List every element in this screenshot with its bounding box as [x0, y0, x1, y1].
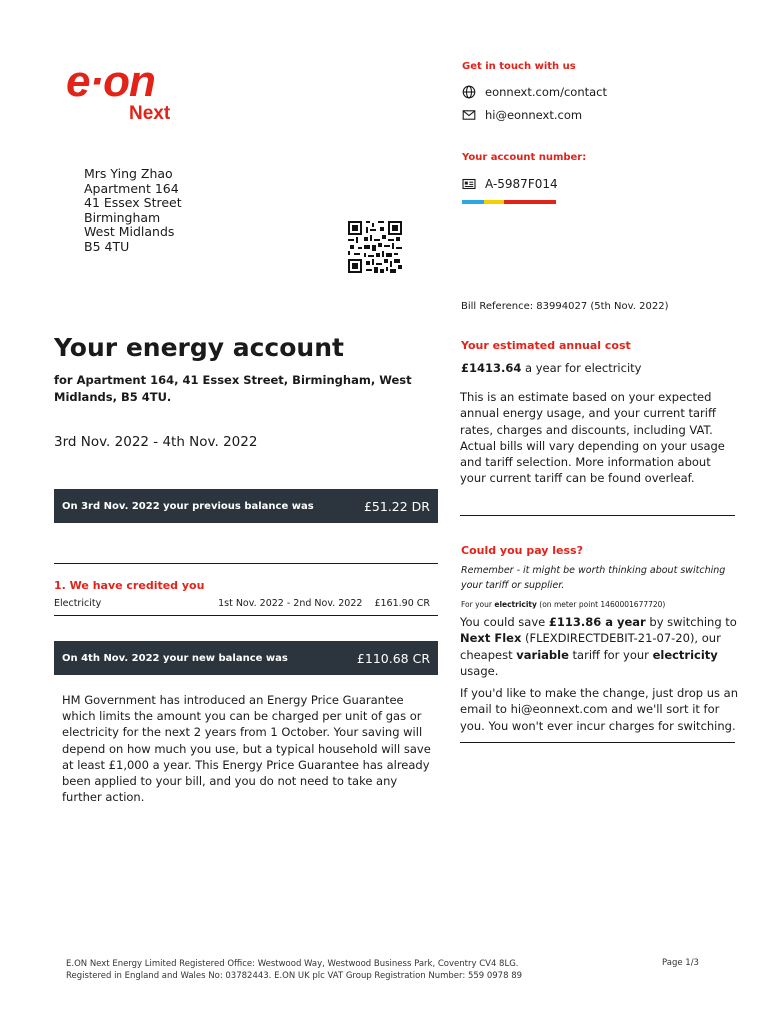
saving-text-part: tariff for your	[568, 647, 653, 662]
property-address: for Apartment 164, 41 Essex Street, Birmingham, West Midlands, B5 4TU.	[54, 373, 412, 404]
new-balance-label: On 4th Nov. 2022 your new balance was	[62, 652, 288, 664]
previous-balance-value: £51.22 DR	[363, 498, 430, 514]
meter-point-note	[461, 600, 665, 609]
qr-code	[348, 221, 402, 273]
saving-text	[460, 614, 740, 679]
previous-balance-label: On 3rd Nov. 2022 your previous balance was	[62, 500, 314, 512]
eon-logo: e·on	[66, 57, 155, 106]
mail-icon	[462, 108, 476, 122]
bill-reference: Bill Reference: 83994027 (5th Nov. 2022)	[461, 301, 669, 312]
globe-icon	[462, 85, 476, 99]
credited-heading: 1. We have credited you	[54, 579, 205, 592]
meter-note-suffix: (on meter point 1460001677720)	[536, 600, 666, 609]
credit-line-item	[54, 598, 430, 609]
contact-heading: Get in touch with us	[462, 61, 576, 72]
estimated-cost-heading: Your estimated annual cost	[461, 339, 631, 352]
footer-legal	[66, 958, 522, 982]
energy-price-guarantee-text: HM Government has introduced an Energy Price Guarantee which limits the amount you can be charged per unit of gas or electricity for the next 2 years from 1 October. Your saving will depend on how much you use, but a typical household will save at least £1,000 a year. This Energy Price Guarantee has already been applied to your bill, and you do not need to take any further action.	[62, 693, 431, 805]
saving-text-part: usage.	[460, 663, 499, 678]
switch-instructions: If you'd like to make the change, just drop us an email to hi@eonnext.com and we'll sort it for you. You won't ever incur charges for switching.	[460, 686, 738, 733]
new-balance-bar	[54, 641, 438, 675]
pay-less-reminder: Remember - it might be worth thinking about switching your tariff or supplier.	[461, 565, 726, 591]
saving-amount: £113.86 a year	[548, 615, 646, 629]
fuel-type: electricity	[652, 647, 718, 662]
credit-item: Electricity	[54, 598, 102, 609]
contact-website-link[interactable]: eonnext.com/contact	[485, 85, 608, 99]
tariff-name: Next Flex	[460, 631, 522, 646]
credit-amount: £161.90 CR	[374, 598, 430, 609]
account-number-row	[462, 177, 558, 191]
meter-note-prefix: For your	[461, 600, 495, 609]
id-card-icon	[462, 177, 476, 191]
address-line: Mrs Ying Zhao	[84, 166, 173, 181]
tariff-type: variable	[516, 647, 569, 662]
saving-text-part: (FLEXDIRECTDEBIT-21-07-20), our cheapest	[460, 631, 721, 662]
saving-text-part: You could save	[460, 615, 549, 629]
divider	[54, 615, 438, 616]
recipient-address	[84, 167, 182, 254]
pay-less-heading: Could you pay less?	[461, 544, 583, 557]
divider	[54, 563, 438, 564]
divider	[460, 742, 735, 743]
address-line: West Midlands	[84, 224, 175, 239]
meter-note-fuel: electricity	[494, 600, 537, 609]
previous-balance-bar	[54, 489, 438, 523]
address-line: Apartment 164	[84, 180, 179, 196]
page-title: Your energy account	[54, 333, 344, 362]
contact-email-row[interactable]	[462, 108, 582, 122]
contact-website-row[interactable]	[462, 85, 607, 99]
address-line: Birmingham	[84, 209, 161, 225]
estimated-cost-suffix: a year for electricity	[521, 361, 642, 375]
estimated-cost-text: This is an estimate based on your expected annual energy usage, and your current tariff rates, charges and discounts, including VAT. Actual bills will vary depending on your usage and tariff selection. More information about your current tariff can be found overleaf.	[460, 390, 725, 486]
address-line: 41 Essex Street	[84, 195, 182, 210]
estimated-cost-value-line	[461, 361, 641, 375]
estimated-cost-value: £1413.64	[461, 361, 522, 375]
brand-stripe	[462, 200, 556, 204]
credit-period: 1st Nov. 2022 - 2nd Nov. 2022	[218, 598, 363, 609]
page-number: Page 1/3	[662, 958, 699, 968]
account-number-heading: Your account number:	[462, 152, 587, 163]
new-balance-value: £110.68 CR	[356, 650, 430, 666]
divider	[460, 515, 735, 516]
contact-email-link[interactable]: hi@eonnext.com	[485, 108, 583, 122]
eon-logo-next: Next	[129, 103, 171, 124]
footer-line: Registered in England and Wales No: 03782443. E.ON UK plc VAT Group Registration Number: 559 0978 89	[66, 971, 523, 981]
address-line: B5 4TU	[84, 238, 130, 254]
billing-period: 3rd Nov. 2022 - 4th Nov. 2022	[54, 434, 258, 450]
footer-line: E.ON Next Energy Limited Registered Office: Westwood Way, Westwood Business Park, Coventry CV4 8LG.	[66, 959, 519, 969]
saving-text-part: by switching to	[645, 615, 737, 629]
account-number: A-5987F014	[485, 177, 558, 191]
